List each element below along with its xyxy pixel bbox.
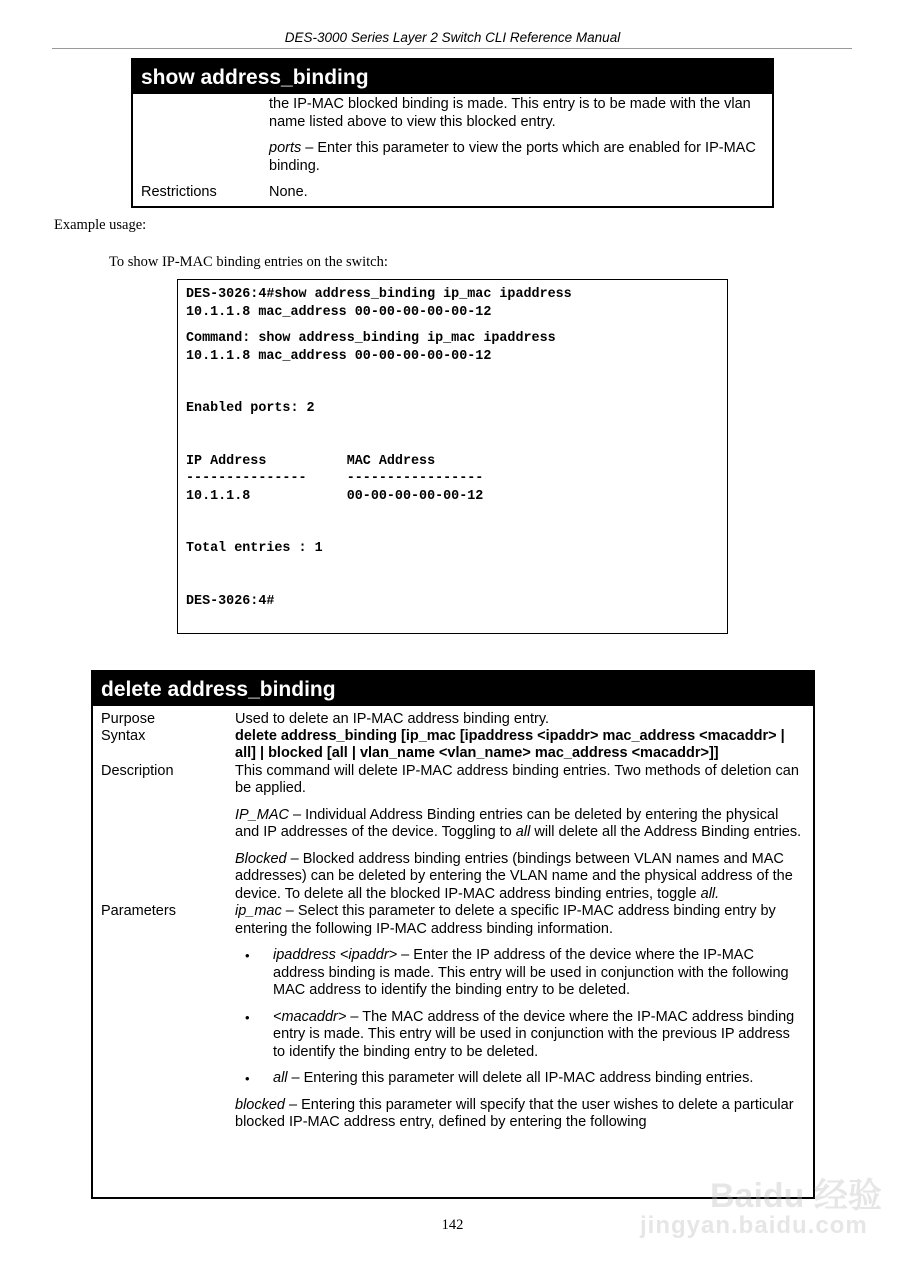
- show-address-binding-table: [131, 58, 774, 208]
- description-text: This command will delete IP-MAC address binding entries. Two methods of deletion can be applied.: [235, 762, 799, 796]
- ipmac-all: all: [515, 824, 531, 840]
- cli-line: Enabled ports: 2: [186, 401, 315, 416]
- cli-line: [186, 558, 719, 576]
- page-number: 142: [441, 1217, 464, 1233]
- ipmac-desc-a: – Individual Address Binding entries can be deleted by entering the physical and IP addresses of the device. Toggling to: [235, 806, 779, 840]
- blocked-parameter: [235, 1097, 805, 1132]
- cli-line: [186, 435, 719, 453]
- ipaddress-desc: – Enter the IP address of the device where the IP-MAC address binding is made. This entry will be used in conjunction with the following MAC address to identify the binding entry to be deleted.: [273, 947, 789, 998]
- cli-line: [186, 505, 719, 523]
- ports-description: – Enter this parameter to view the ports which are enabled for IP-MAC binding.: [269, 140, 756, 174]
- ip-mac-desc: – Select this parameter to delete a specific IP-MAC address binding entry by entering the following IP-MAC address binding information.: [235, 903, 776, 937]
- list-item: [235, 947, 805, 1000]
- blocked-entry-continuation: the IP-MAC blocked binding is made. This entry is to be made with the vlan name listed above to view this blocked entry.: [269, 96, 751, 130]
- list-item: [235, 1070, 805, 1088]
- example-usage-label: Example usage:: [54, 217, 147, 233]
- restrictions-label: Restrictions: [141, 184, 217, 200]
- syntax-label: Syntax: [101, 727, 146, 744]
- cli-example-box: [177, 279, 728, 634]
- cli-line: 10.1.1.8 00-00-00-00-00-12: [186, 488, 484, 504]
- macaddr-term: <macaddr>: [273, 1008, 347, 1025]
- watermark-logo: Baidu 经验: [710, 1177, 882, 1215]
- watermark-url: jingyan.baidu.com: [640, 1212, 868, 1239]
- ip-mac-term: ip_mac: [235, 903, 282, 919]
- purpose-label: Purpose: [101, 711, 156, 727]
- ports-term: ports: [269, 140, 302, 156]
- cli-line: [186, 365, 719, 383]
- ipmac-desc-b: will delete all the Address Binding entries.: [530, 824, 802, 840]
- all-term: all: [273, 1070, 288, 1086]
- cli-line: 10.1.1.8 mac_address 00-00-00-00-00-12: [186, 304, 492, 320]
- cli-line: IP Address MAC Address: [186, 453, 436, 469]
- ip-mac-parameter: [235, 903, 805, 938]
- cli-line: DES-3026:4#: [186, 593, 275, 609]
- cli-line: [186, 575, 719, 593]
- blocked-description: [235, 851, 805, 904]
- delete-address-binding-table: [91, 670, 815, 1199]
- ipmac-term: IP_MAC: [235, 806, 289, 823]
- purpose-row: [93, 711, 813, 729]
- ports-parameter: [269, 140, 762, 175]
- blocked-term: Blocked: [235, 850, 287, 867]
- cli-line: [186, 383, 719, 401]
- restrictions-row: [133, 184, 772, 202]
- blocked-param-desc: – Entering this parameter will specify that the user wishes to delete a particular blocked IP-MAC address entry, defined by entering the following: [235, 1096, 794, 1130]
- blocked-desc: – Blocked address binding entries (bindings between VLAN names and MAC addresses) can be deleted by entering the VLAN name and the physical address of the device. To delete all the blocked IP-MAC address binding entries, toggle: [235, 850, 793, 902]
- description-row: [93, 763, 813, 904]
- example-intro: To show IP-MAC binding entries on the switch:: [109, 254, 388, 270]
- blocked-all: all.: [700, 885, 720, 902]
- parameters-label: Parameters: [101, 903, 176, 919]
- cli-line: 10.1.1.8 mac_address 00-00-00-00-00-12: [186, 348, 492, 364]
- restrictions-value: None.: [269, 184, 308, 200]
- macaddr-desc: – The MAC address of the device where the IP-MAC address binding entry is made. This entry will be used in conjunction with the previous IP address to identify the binding entry to be deleted.: [273, 1008, 795, 1060]
- syntax-row: [93, 728, 813, 763]
- cli-line: Total entries : 1: [186, 541, 323, 556]
- header-rule: [52, 48, 852, 49]
- cli-line: DES-3026:4#show address_binding ip_mac ipaddress: [186, 287, 572, 302]
- cli-line: [186, 418, 719, 436]
- show-table-parameters-row: [133, 94, 772, 175]
- running-header: DES-3000 Series Layer 2 Switch CLI Reference Manual: [284, 30, 621, 45]
- cli-line: Command: show address_binding ip_mac ipaddress: [186, 331, 556, 346]
- show-table-title: show address_binding: [133, 60, 772, 94]
- delete-table-title: delete address_binding: [93, 672, 813, 706]
- ipmac-description: [235, 807, 805, 842]
- cli-line: --------------- -----------------: [186, 471, 484, 486]
- list-item: [235, 1009, 805, 1062]
- ipaddress-term: ipaddress <ipaddr>: [273, 947, 398, 963]
- cli-line: [186, 523, 719, 541]
- purpose-text: Used to delete an IP-MAC address binding entry.: [235, 711, 550, 727]
- all-desc: – Entering this parameter will delete all IP-MAC address binding entries.: [287, 1070, 754, 1086]
- parameters-row: [93, 903, 813, 1132]
- description-label: Description: [101, 762, 174, 779]
- syntax-text: delete address_binding [ip_mac [ipaddress <ipaddr> mac_address <macaddr> | all] | blocked [all | vlan_name <vlan_name> mac_address <macaddr>]]: [235, 727, 785, 761]
- blocked-param-term: blocked: [235, 1096, 285, 1113]
- ip-mac-parameter-list: [235, 947, 805, 1088]
